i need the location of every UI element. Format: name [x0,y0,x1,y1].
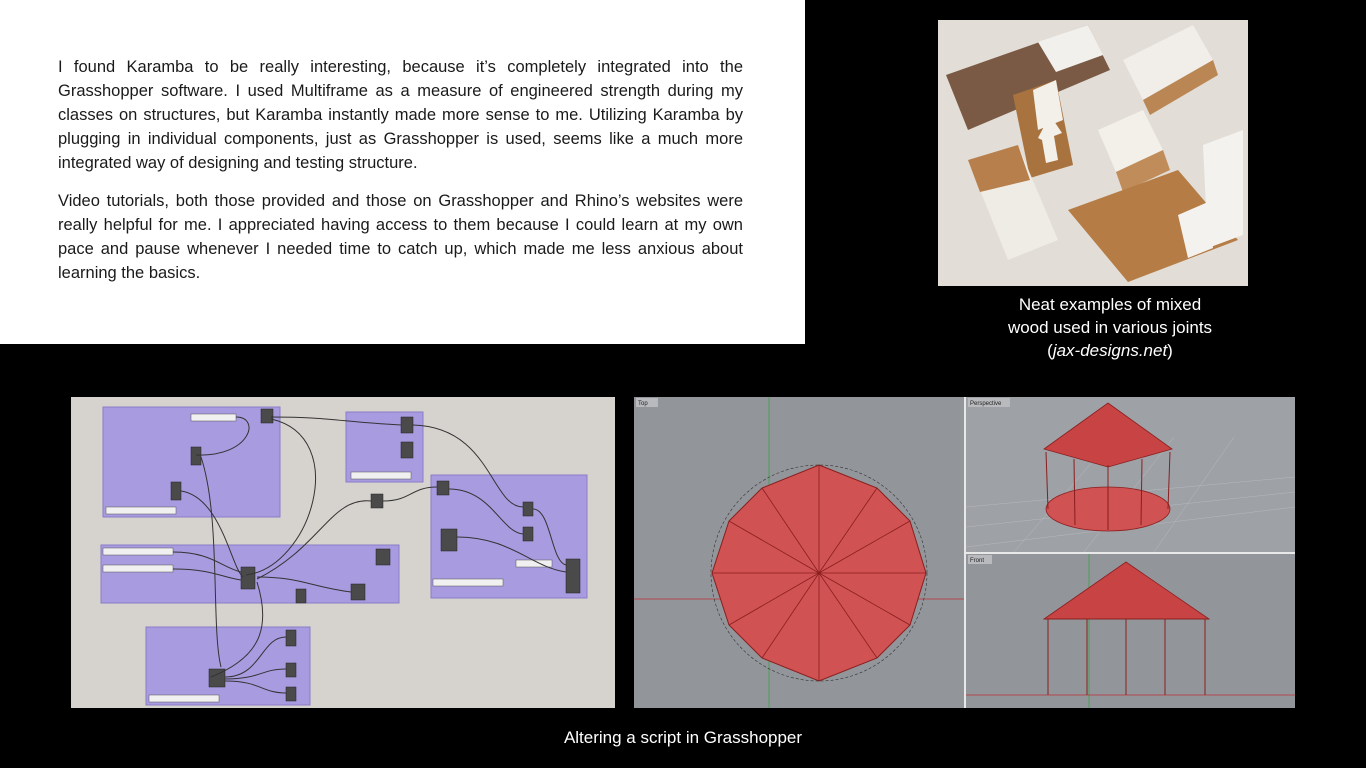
photo-caption-line-3: (jax-designs.net) [1047,341,1173,360]
bottom-caption: Altering a script in Grasshopper [563,728,803,747]
photo-source-link: jax-designs.net [1052,341,1168,360]
photo-caption-line-2: wood used in various joints [1007,318,1213,337]
grasshopper-canvas-screenshot [71,397,615,708]
viewport-label-front: Front [970,558,985,564]
viewport-label-top: Top [638,401,648,407]
essay-paragraph-2: Video tutorials, both those provided and those on Grasshopper and Rhino’s websites were really helpful for me. I appreciated having access to them because I could learn at my own pace and pause whenever I needed time to catch up, which made me less anxious about learning the basics. [58,192,743,282]
essay-text-panel [0,0,805,344]
rhino-viewports-screenshot [634,397,1295,708]
essay-paragraph-1: I found Karamba to be really interesting, because it’s completely integrated into the Grasshopper software. I used Multiframe as a measure of engineered strength during my classes on structures, but Karamba instantly made more sense to me. Utilizing Karamba by plugging in individual components, just as Grasshopper is used, seems like a much more integrated way of designing and testing structure. [58,58,743,172]
photo-caption [938,293,1282,362]
wood-joints-photo [938,20,1248,286]
viewport-label-perspective: Perspective [970,401,1002,407]
photo-caption-line-1: Neat examples of mixed [1018,295,1202,314]
